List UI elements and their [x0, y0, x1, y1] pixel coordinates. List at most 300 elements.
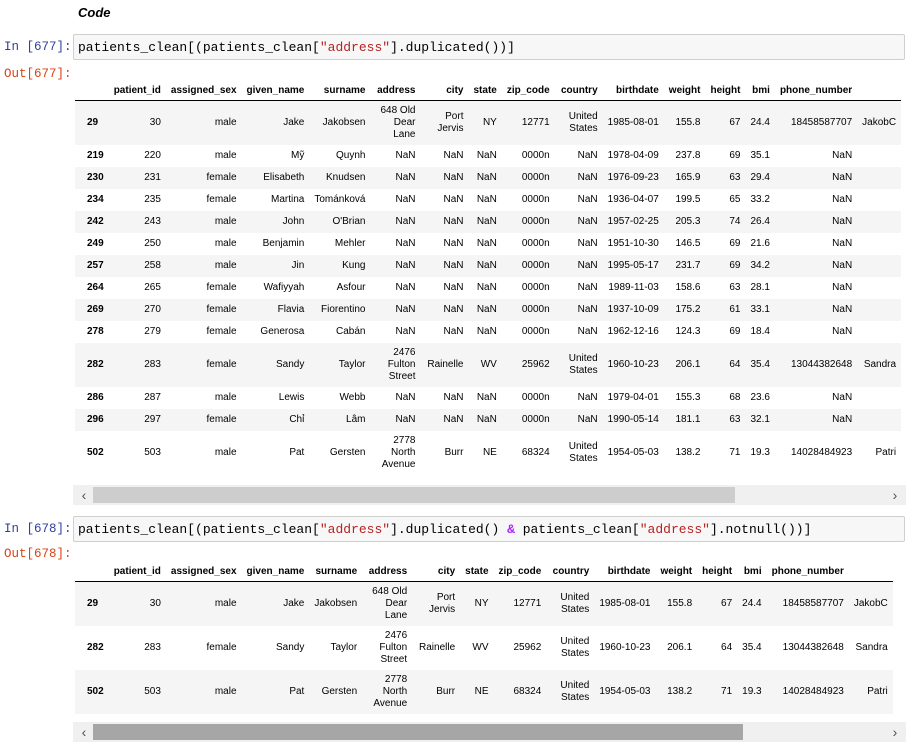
truncated-cell: [857, 321, 901, 343]
in-prompt: In [678]:: [4, 522, 72, 536]
weight-cell: 155.3: [675, 392, 701, 403]
surname-cell: Lâm: [346, 414, 366, 425]
row-index: 264: [87, 282, 104, 293]
code-input[interactable]: [73, 34, 905, 60]
birthdate-cell: 1985-08-01: [607, 117, 659, 128]
code-text: patients_clean[: [514, 522, 640, 537]
given-name-cell: Sandy: [275, 642, 305, 653]
surname-cell: Cabán: [336, 326, 366, 337]
weight-cell: 138.2: [675, 447, 701, 458]
assigned-sex-cell: female: [206, 304, 237, 315]
bmi-cell: 35.4: [750, 359, 770, 370]
column-header-phone-number: phone_number: [775, 74, 857, 101]
code-text: ].notnull())]: [709, 522, 812, 537]
surname-cell: Gersten: [329, 447, 366, 458]
bmi-cell: 35.1: [750, 150, 770, 161]
assigned-sex-cell: female: [206, 282, 237, 293]
column-header-height: height: [705, 74, 745, 101]
country-cell: United States: [568, 441, 598, 464]
city-cell: NaN: [443, 414, 464, 425]
patient-id-cell: 231: [144, 172, 161, 183]
table-row: [75, 343, 901, 387]
state-cell: NaN: [476, 150, 497, 161]
state-cell: WV: [480, 359, 497, 370]
patient-id-cell: 30: [149, 117, 161, 128]
birthdate-cell: 1990-05-14: [607, 414, 659, 425]
column-header-patient-id: patient_id: [109, 74, 166, 101]
weight-cell: 206.1: [667, 642, 693, 653]
code-text: patients_clean[(patients_clean[: [78, 40, 320, 55]
surname-cell: Mehler: [334, 238, 366, 249]
zip-code-cell: 12771: [513, 598, 542, 609]
assigned-sex-cell: male: [214, 238, 237, 249]
address-cell: NaN: [395, 304, 416, 315]
table-row: [75, 167, 901, 189]
birthdate-cell: 1978-04-09: [607, 150, 659, 161]
birthdate-cell: 1995-05-17: [607, 260, 659, 271]
state-cell: NaN: [476, 172, 497, 183]
table-row: [75, 582, 893, 627]
row-index: 249: [87, 238, 104, 249]
state-cell: NaN: [476, 260, 497, 271]
zip-code-cell: 0000n: [521, 172, 550, 183]
country-cell: NaN: [577, 326, 598, 337]
output-table-container: [75, 74, 906, 484]
birthdate-cell: 1962-12-16: [607, 326, 659, 337]
weight-cell: 175.2: [675, 304, 701, 315]
address-cell: 2778 North Avenue: [381, 435, 416, 470]
given-name-cell: Generosa: [260, 326, 305, 337]
state-cell: NY: [482, 117, 497, 128]
table-row: [75, 189, 901, 211]
row-index: 286: [87, 392, 104, 403]
address-cell: 2476 Fulton Street: [387, 347, 416, 382]
address-cell: 2476 Fulton Street: [379, 630, 408, 665]
assigned-sex-cell: male: [214, 150, 237, 161]
code-operator: &: [507, 522, 515, 537]
out-prompt: Out[677]:: [4, 67, 72, 81]
scroll-left-icon[interactable]: ‹: [81, 487, 87, 503]
weight-cell: 231.7: [675, 260, 701, 271]
patient-id-cell: 287: [144, 392, 161, 403]
given-name-cell: Martina: [270, 194, 305, 205]
surname-cell: Knudsen: [326, 172, 366, 183]
surname-cell: Tománková: [314, 194, 366, 205]
truncated-cell: [857, 409, 901, 431]
birthdate-cell: 1976-09-23: [607, 172, 659, 183]
country-cell: NaN: [577, 282, 598, 293]
city-cell: NaN: [443, 326, 464, 337]
column-header: [75, 555, 109, 582]
column-header-birthdate: birthdate: [594, 555, 655, 582]
weight-cell: 199.5: [675, 194, 701, 205]
phone-number-cell: 18458587707: [782, 598, 844, 609]
zip-code-cell: 25962: [513, 642, 542, 653]
city-cell: NaN: [443, 172, 464, 183]
phone-number-cell: NaN: [832, 150, 853, 161]
column-header: [849, 555, 893, 582]
row-index: 282: [87, 359, 104, 370]
bmi-cell: 19.3: [742, 686, 762, 697]
given-name-cell: Jake: [283, 598, 305, 609]
surname-cell: Asfour: [336, 282, 366, 293]
phone-number-cell: NaN: [832, 172, 853, 183]
country-cell: United States: [568, 353, 598, 376]
phone-number-cell: NaN: [832, 260, 853, 271]
given-name-cell: Mỹ: [291, 150, 305, 161]
phone-number-cell: NaN: [832, 392, 853, 403]
markdown-heading: Code: [78, 5, 111, 20]
city-cell: NaN: [443, 238, 464, 249]
birthdate-cell: 1954-05-03: [607, 447, 659, 458]
patient-id-cell: 503: [144, 447, 161, 458]
column-header-country: country: [546, 555, 594, 582]
birthdate-cell: 1960-10-23: [599, 642, 651, 653]
state-cell: NaN: [476, 304, 497, 315]
horizontal-scrollbar[interactable]: [73, 722, 906, 742]
truncated-cell: [857, 255, 901, 277]
country-cell: United States: [560, 592, 590, 615]
row-index: 230: [87, 172, 104, 183]
column-header-city: city: [420, 74, 468, 101]
state-cell: NaN: [476, 238, 497, 249]
bmi-cell: 29.4: [750, 172, 770, 183]
truncated-cell: Patri: [875, 447, 897, 458]
row-index: 269: [87, 304, 104, 315]
country-cell: NaN: [577, 238, 598, 249]
given-name-cell: Chỉ: [289, 414, 305, 425]
country-cell: NaN: [577, 194, 598, 205]
bmi-cell: 34.2: [750, 260, 770, 271]
state-cell: NE: [474, 686, 489, 697]
code-text: ].duplicated(): [390, 522, 508, 537]
country-cell: NaN: [577, 216, 598, 227]
column-header-zip-code: zip_code: [502, 74, 555, 101]
height-cell: 67: [729, 117, 741, 128]
birthdate-cell: 1960-10-23: [607, 359, 659, 370]
patient-id-cell: 270: [144, 304, 161, 315]
address-cell: 648 Old Dear Lane: [380, 105, 416, 140]
code-string: "address": [319, 522, 391, 537]
birthdate-cell: 1957-02-25: [607, 216, 659, 227]
zip-code-cell: 0000n: [521, 150, 550, 161]
city-cell: Port Jervis: [437, 111, 464, 134]
table-row: [75, 387, 901, 409]
given-name-cell: Jin: [291, 260, 305, 271]
patient-id-cell: 235: [144, 194, 161, 205]
phone-number-cell: NaN: [832, 326, 853, 337]
patient-id-cell: 220: [144, 150, 161, 161]
phone-number-cell: 18458587707: [790, 117, 853, 128]
truncated-cell: [857, 189, 901, 211]
assigned-sex-cell: male: [214, 216, 237, 227]
table-row: [75, 277, 901, 299]
column-header-weight: weight: [655, 555, 697, 582]
country-cell: United States: [560, 636, 590, 659]
out-prompt: Out[678]:: [4, 547, 72, 561]
address-cell: NaN: [395, 238, 416, 249]
column-header-given-name: given_name: [242, 74, 310, 101]
bmi-cell: 28.1: [750, 282, 770, 293]
bmi-cell: 21.6: [750, 238, 770, 249]
column-header-state: state: [468, 74, 501, 101]
table-row: [75, 255, 901, 277]
code-text: ].duplicated())]: [390, 40, 515, 55]
output-table-container: [75, 555, 906, 721]
state-cell: NaN: [476, 282, 497, 293]
bmi-cell: 23.6: [750, 392, 770, 403]
assigned-sex-cell: male: [214, 598, 237, 609]
row-index: 282: [87, 642, 104, 653]
bmi-cell: 18.4: [750, 326, 770, 337]
weight-cell: 205.3: [675, 216, 701, 227]
city-cell: NaN: [443, 282, 464, 293]
table-row: [75, 101, 901, 146]
phone-number-cell: NaN: [832, 194, 853, 205]
state-cell: NaN: [476, 392, 497, 403]
address-cell: NaN: [395, 326, 416, 337]
state-cell: NY: [474, 598, 489, 609]
scroll-right-icon[interactable]: ›: [892, 487, 898, 503]
horizontal-scrollbar[interactable]: [73, 485, 906, 505]
surname-cell: O'Brian: [332, 216, 366, 227]
given-name-cell: Elisabeth: [263, 172, 305, 183]
country-cell: United States: [560, 680, 590, 703]
phone-number-cell: 13044382648: [782, 642, 844, 653]
table-row: [75, 299, 901, 321]
bmi-cell: 33.2: [750, 194, 770, 205]
in-prompt: In [677]:: [4, 40, 72, 54]
assigned-sex-cell: female: [206, 359, 237, 370]
given-name-cell: Lewis: [278, 392, 305, 403]
row-index: 502: [87, 686, 104, 697]
height-cell: 68: [729, 392, 741, 403]
zip-code-cell: 0000n: [521, 304, 550, 315]
birthdate-cell: 1985-08-01: [599, 598, 651, 609]
phone-number-cell: NaN: [832, 414, 853, 425]
code-input[interactable]: [73, 516, 905, 542]
given-name-cell: Pat: [289, 686, 305, 697]
table-row: [75, 431, 901, 475]
country-cell: NaN: [577, 150, 598, 161]
patient-id-cell: 30: [149, 598, 161, 609]
height-cell: 67: [721, 598, 733, 609]
row-index: 502: [87, 447, 104, 458]
phone-number-cell: 14028484923: [790, 447, 853, 458]
height-cell: 71: [721, 686, 733, 697]
truncated-cell: [857, 299, 901, 321]
patient-id-cell: 258: [144, 260, 161, 271]
given-name-cell: Sandy: [275, 359, 305, 370]
surname-cell: Quynh: [336, 150, 366, 161]
column-header: [857, 74, 901, 101]
column-header-assigned-sex: assigned_sex: [166, 555, 242, 582]
row-index: 234: [87, 194, 104, 205]
column-header-address: address: [362, 555, 412, 582]
city-cell: Rainelle: [419, 642, 456, 653]
assigned-sex-cell: female: [206, 194, 237, 205]
column-header-birthdate: birthdate: [603, 74, 664, 101]
city-cell: NaN: [443, 392, 464, 403]
weight-cell: 181.1: [675, 414, 701, 425]
phone-number-cell: NaN: [832, 216, 853, 227]
surname-cell: Kung: [342, 260, 366, 271]
row-index: 242: [87, 216, 104, 227]
truncated-cell: [857, 233, 901, 255]
row-index: 257: [87, 260, 104, 271]
birthdate-cell: 1954-05-03: [599, 686, 651, 697]
zip-code-cell: 0000n: [521, 194, 550, 205]
assigned-sex-cell: male: [214, 392, 237, 403]
assigned-sex-cell: male: [214, 260, 237, 271]
birthdate-cell: 1979-04-01: [607, 392, 659, 403]
scrollbar-thumb[interactable]: [93, 487, 735, 503]
birthdate-cell: 1937-10-09: [607, 304, 659, 315]
address-cell: NaN: [395, 172, 416, 183]
city-cell: NaN: [443, 150, 464, 161]
weight-cell: 146.5: [675, 238, 701, 249]
code-text: patients_clean[(patients_clean[: [78, 522, 320, 537]
city-cell: Burr: [444, 447, 464, 458]
city-cell: NaN: [443, 194, 464, 205]
table-row: [75, 670, 893, 714]
truncated-cell: [857, 211, 901, 233]
patient-id-cell: 297: [144, 414, 161, 425]
bmi-cell: 24.4: [742, 598, 762, 609]
height-cell: 69: [729, 150, 741, 161]
country-cell: NaN: [577, 260, 598, 271]
code-string: "address": [639, 522, 710, 537]
weight-cell: 165.9: [675, 172, 701, 183]
zip-code-cell: 0000n: [521, 414, 550, 425]
city-cell: Burr: [436, 686, 456, 697]
phone-number-cell: NaN: [832, 304, 853, 315]
column-header-weight: weight: [664, 74, 706, 101]
height-cell: 69: [729, 326, 741, 337]
table-row: [75, 233, 901, 255]
patient-id-cell: 265: [144, 282, 161, 293]
zip-code-cell: 0000n: [521, 326, 550, 337]
phone-number-cell: 13044382648: [790, 359, 853, 370]
given-name-cell: Flavia: [277, 304, 305, 315]
assigned-sex-cell: male: [214, 447, 237, 458]
patient-id-cell: 279: [144, 326, 161, 337]
surname-cell: Taylor: [338, 359, 366, 370]
country-cell: NaN: [577, 304, 598, 315]
country-cell: NaN: [577, 392, 598, 403]
surname-cell: Gersten: [321, 686, 358, 697]
weight-cell: 206.1: [675, 359, 701, 370]
address-cell: NaN: [395, 260, 416, 271]
column-header-zip-code: zip_code: [494, 555, 547, 582]
zip-code-cell: 0000n: [521, 216, 550, 227]
row-index: 278: [87, 326, 104, 337]
city-cell: NaN: [443, 260, 464, 271]
scrollbar-thumb[interactable]: [93, 724, 743, 740]
patient-id-cell: 243: [144, 216, 161, 227]
given-name-cell: Pat: [289, 447, 305, 458]
scroll-right-icon[interactable]: ›: [892, 724, 898, 740]
zip-code-cell: 25962: [521, 359, 550, 370]
address-cell: 648 Old Dear Lane: [372, 586, 408, 621]
patient-id-cell: 250: [144, 238, 161, 249]
city-cell: Rainelle: [427, 359, 464, 370]
assigned-sex-cell: female: [206, 414, 237, 425]
weight-cell: 155.8: [667, 598, 693, 609]
phone-number-cell: NaN: [832, 282, 853, 293]
birthdate-cell: 1951-10-30: [607, 238, 659, 249]
column-header: [75, 74, 109, 101]
bmi-cell: 33.1: [750, 304, 770, 315]
birthdate-cell: 1936-04-07: [607, 194, 659, 205]
column-header-bmi: bmi: [745, 74, 774, 101]
birthdate-cell: 1989-11-03: [608, 282, 659, 293]
height-cell: 63: [729, 172, 741, 183]
assigned-sex-cell: female: [206, 642, 237, 653]
weight-cell: 155.8: [675, 117, 701, 128]
surname-cell: Webb: [339, 392, 366, 403]
truncated-cell: [857, 167, 901, 189]
height-cell: 74: [729, 216, 741, 227]
state-cell: NE: [482, 447, 497, 458]
truncated-cell: Sandra: [855, 642, 888, 653]
country-cell: NaN: [577, 172, 598, 183]
phone-number-cell: 14028484923: [782, 686, 844, 697]
code-string: "address": [319, 40, 391, 55]
patient-id-cell: 503: [144, 686, 161, 697]
truncated-cell: [857, 145, 901, 167]
zip-code-cell: 0000n: [521, 260, 550, 271]
zip-code-cell: 0000n: [521, 392, 550, 403]
phone-number-cell: NaN: [832, 238, 853, 249]
height-cell: 71: [729, 447, 741, 458]
dataframe-table: [75, 555, 893, 714]
patient-id-cell: 283: [144, 359, 161, 370]
address-cell: NaN: [395, 282, 416, 293]
state-cell: NaN: [476, 414, 497, 425]
height-cell: 69: [729, 260, 741, 271]
assigned-sex-cell: male: [214, 686, 237, 697]
column-header-assigned-sex: assigned_sex: [166, 74, 242, 101]
surname-cell: Jakobsen: [314, 598, 358, 609]
row-index: 296: [87, 414, 104, 425]
table-row: [75, 626, 893, 670]
table-row: [75, 409, 901, 431]
table-row: [75, 321, 901, 343]
address-cell: NaN: [395, 392, 416, 403]
height-cell: 65: [729, 194, 741, 205]
column-header-bmi: bmi: [737, 555, 766, 582]
zip-code-cell: 68324: [513, 686, 542, 697]
assigned-sex-cell: female: [206, 172, 237, 183]
truncated-cell: Sandra: [863, 359, 897, 370]
column-header-surname: surname: [309, 74, 370, 101]
column-header-state: state: [460, 555, 493, 582]
weight-cell: 158.6: [675, 282, 701, 293]
column-header-height: height: [697, 555, 737, 582]
state-cell: NaN: [476, 216, 497, 227]
state-cell: NaN: [476, 326, 497, 337]
height-cell: 69: [729, 238, 741, 249]
column-header-city: city: [412, 555, 460, 582]
truncated-cell: JakobC: [853, 598, 888, 609]
bmi-cell: 35.4: [742, 642, 762, 653]
scroll-left-icon[interactable]: ‹: [81, 724, 87, 740]
assigned-sex-cell: male: [214, 117, 237, 128]
given-name-cell: Benjamin: [262, 238, 305, 249]
truncated-cell: [857, 387, 901, 409]
table-row: [75, 145, 901, 167]
